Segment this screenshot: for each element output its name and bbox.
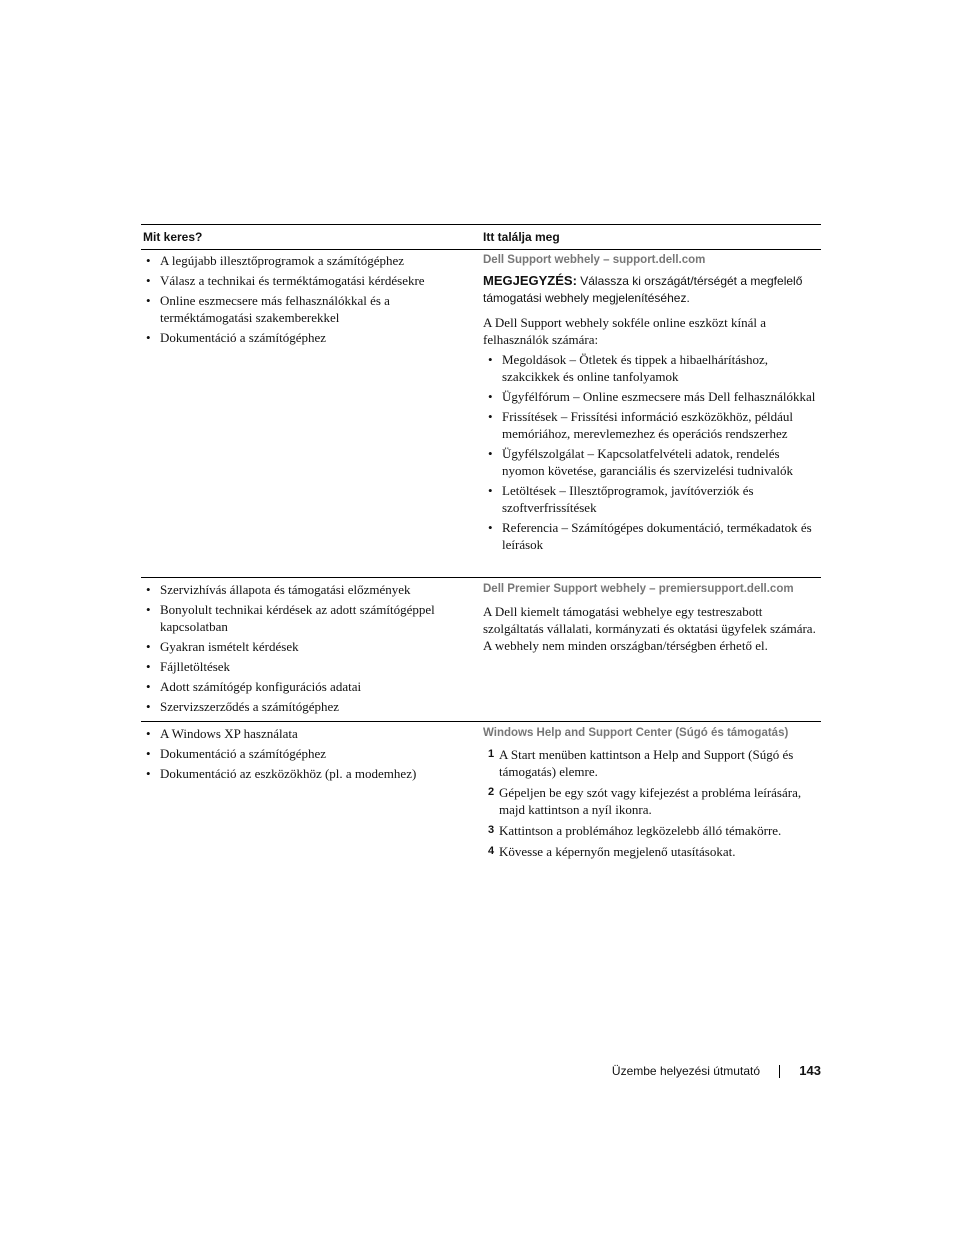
bullet-icon: • [488,446,493,461]
page-footer [0,1062,954,1082]
list-item: • Dokumentáció a számítógéphez [146,746,327,761]
bullet-icon: • [146,582,151,597]
list-item: • Dokumentáció a számítógéphez [146,330,327,345]
list-item: • Referencia – Számítógépes dokumentáció, termékadatok és leírások [488,520,812,552]
list-item: • Gyakran ismételt kérdések [146,639,299,654]
step-item: 4 Kövesse a képernyőn megjelenő utasításokat. [488,844,736,859]
row3-needs [141,725,471,785]
steps-list [483,746,819,860]
header-col-what: Mit keres? [143,230,203,244]
footer-divider [779,1065,780,1078]
list-item: • Ügyfélfórum – Online eszmecsere más Dell felhasználókkal [488,389,816,404]
bullet-icon: • [146,293,151,308]
section-title: Dell Support webhely – support.dell.com [483,254,706,266]
list-item: • Bonyolult technikai kérdések az adott számítógéppel kapcsolatban [146,602,435,634]
bullet-icon: • [146,639,151,654]
bullet-icon: • [488,520,493,535]
section-title: Dell Premier Support webhely – premiersupport.dell.com [483,583,794,595]
bullet-icon: • [146,330,151,345]
list-item: • Szervizszerződés a számítógéphez [146,699,340,714]
intro-text: A Dell Support webhely sokféle online eszközt kínál a felhasználók számára: [483,315,767,347]
bullet-icon: • [146,679,151,694]
bullet-icon: • [488,409,493,424]
step-number: 4 [488,845,495,857]
row2-needs [141,581,471,718]
list-item: • Fájlletöltések [146,659,231,674]
list-item: • A legújabb illesztőprogramok a számítógéphez [146,253,405,268]
bullet-icon: • [146,766,151,781]
list-item: • Online eszmecsere más felhasználókkal és a terméktámogatási szakemberekkel [146,293,390,325]
row2-source [483,581,819,657]
list-item: • A Windows XP használata [146,726,298,741]
bullet-icon: • [146,726,151,741]
row1-needs [141,252,471,349]
note [483,272,819,307]
list-item: • Dokumentáció az eszközökhöz (pl. a modemhez) [146,766,417,781]
list-item: • Letöltések – Illesztőprogramok, javítóverziók és szoftverfrissítések [488,483,754,515]
page-number: 143 [799,1063,821,1078]
premier-text: A Dell kiemelt támogatási webhelye egy testreszabott szolgáltatás vállalati, kormányzati és oktatási ügyfelek számára. A webhely nem minden országban/térségben érhető el. [483,604,816,653]
step-number: 2 [488,786,495,798]
note-text: Válassza ki országát/térségét a megfelelő támogatási webhely megjelenítéséhez. [483,274,803,305]
tool-list [483,351,819,553]
bullet-icon: • [488,352,493,367]
list-item: • Frissítések – Frissítési információ eszközökhöz, például memóriához, merevlemezhez és operációs rendszerhez [488,409,794,441]
bullet-icon: • [146,659,151,674]
table-header [141,224,821,250]
bullet-icon: • [146,602,151,617]
info-table [141,224,821,867]
header-col-where: Itt találja meg [483,230,560,244]
step-number: 1 [488,748,495,760]
row3-source [483,725,819,864]
step-number: 3 [488,824,495,836]
list-item: • Megoldások – Ötletek és tippek a hibaelhárításhoz, szakcikkek és online tanfolyamok [488,352,769,384]
bullet-icon: • [146,253,151,268]
table-row [141,578,821,722]
bullet-icon: • [488,389,493,404]
step-item: 1 A Start menüben kattintson a Help and Support (Súgó és támogatás) elemre. [488,747,794,779]
step-item: 2 Gépeljen be egy szót vagy kifejezést a probléma leírására, majd kattintson a nyíl ikonra. [488,785,802,817]
bullet-icon: • [146,273,151,288]
section-title: Windows Help and Support Center (Súgó és támogatás) [483,727,789,739]
table-row [141,722,821,867]
bullet-icon: • [146,746,151,761]
list-item: • Szervizhívás állapota és támogatási előzmények [146,582,411,597]
step-item: 3 Kattintson a problémához legközelebb álló témakörre. [488,823,782,838]
table-row [141,250,821,578]
bullet-icon: • [488,483,493,498]
list-item: • Ügyfélszolgálat – Kapcsolatfelvételi adatok, rendelés nyomon követése, garanciális és szervizelési tudnivalók [488,446,793,478]
bullet-icon: • [146,699,151,714]
list-item: • Adott számítógép konfigurációs adatai [146,679,362,694]
footer-title: Üzembe helyezési útmutató [611,1064,760,1078]
note-label: MEGJEGYZÉS: [483,273,577,288]
list-item: • Válasz a technikai és terméktámogatási kérdésekre [146,273,425,288]
row1-source [483,252,819,556]
